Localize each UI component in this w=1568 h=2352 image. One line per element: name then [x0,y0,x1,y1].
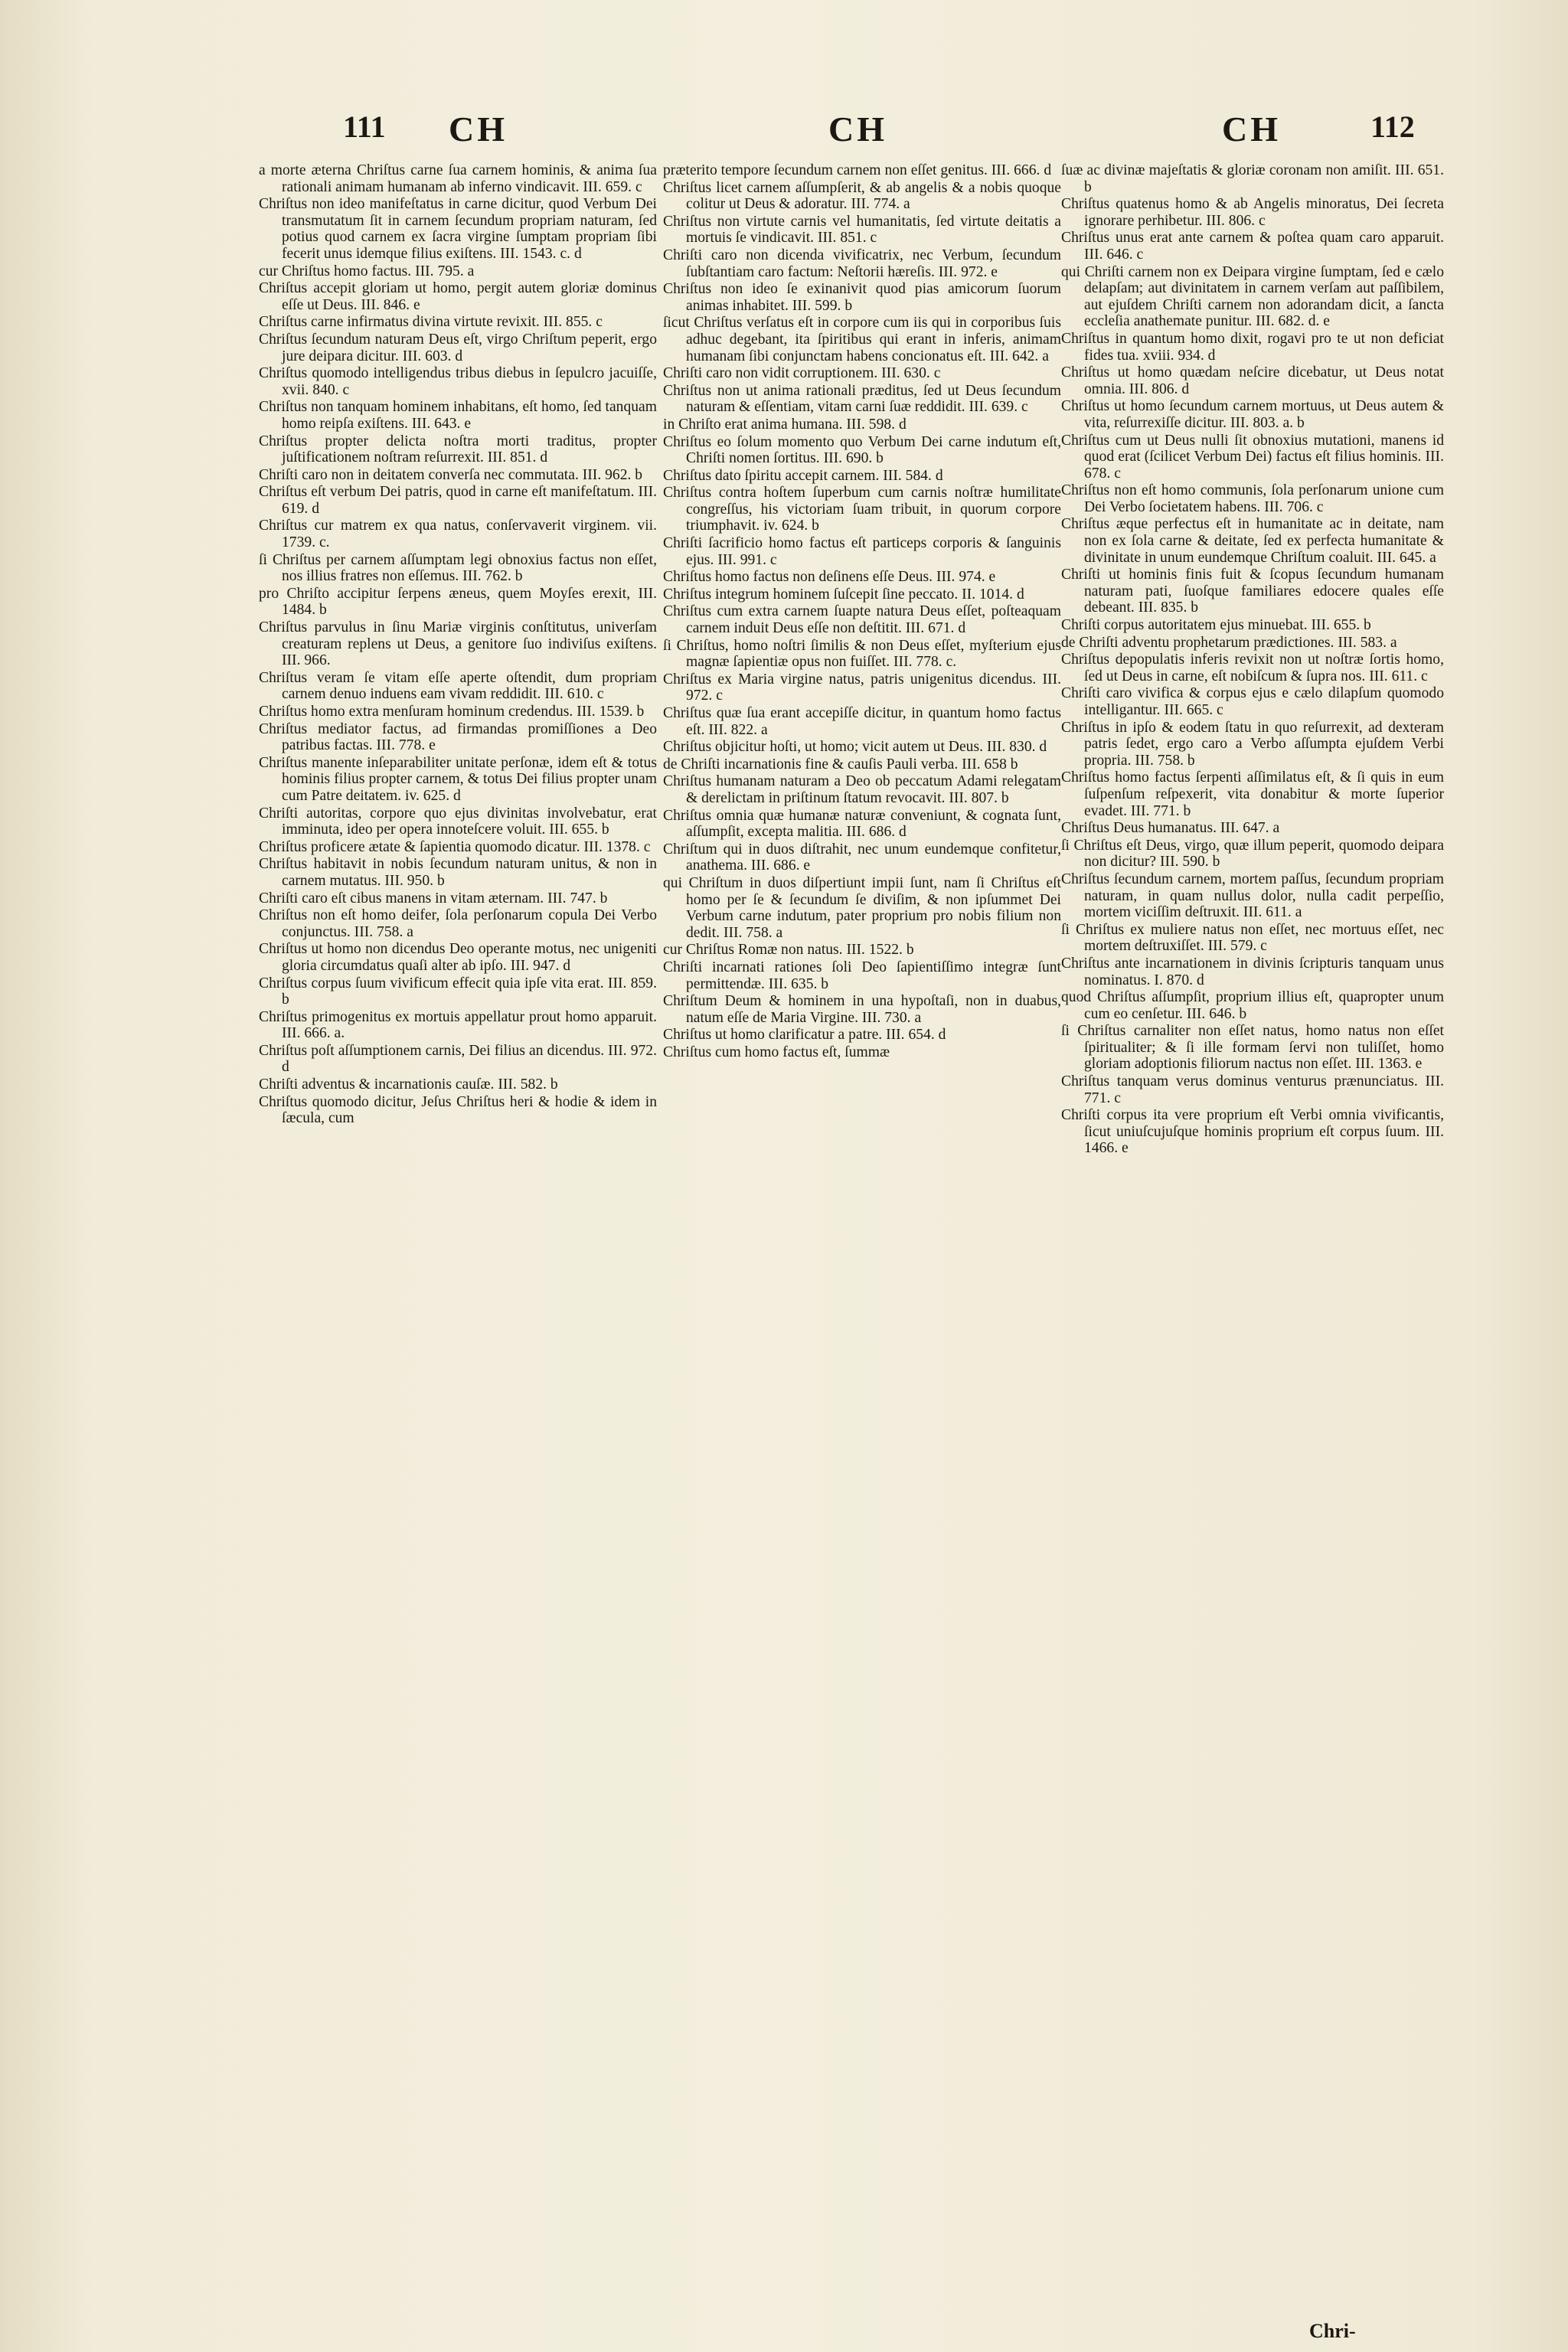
index-entry: Chriſtus licet carnem aſſumpſerit, & ab angelis & a nobis quoque colitur ut Deus & adoratur. III. 774. a [663,179,1061,213]
index-entry: Chriſtus non eſt homo deifer, ſola perſonarum copula Dei Verbo conjunctus. III. 758. a [259,907,657,940]
index-entry: ſi Chriſtus eſt Deus, virgo, quæ illum peperit, quomodo deipara non dicitur? III. 590. b [1061,837,1444,871]
index-entry: Chriſti incarnati rationes ſoli Deo ſapientiſſimo integræ ſunt permittendæ. III. 635. b [663,959,1061,992]
index-column-3 [1061,162,1444,1158]
index-entry: Chriſtus humanam naturam a Deo ob peccatum Adami relegatam & derelictam in priſtinum ſtatum revocavit. III. 807. b [663,773,1061,806]
index-entry: Chriſti adventus & incarnationis cauſæ. III. 582. b [259,1076,558,1093]
running-headword-left: CH [449,109,508,149]
index-entry: Chriſtus primogenitus ex mortuis appellatur prout homo apparuit. III. 666. a. [259,1008,657,1042]
index-entry: ſicut Chriſtus verſatus eſt in corpore cum iis qui in corporibus ſuis adhuc degebant, ita ſpiritibus qui erant in inferis, animam humanam ſibi conjunctam habens concionatus eſt. III. 642. a [663,315,1061,364]
index-entry: Chriſtus cum homo factus eſt, ſummæ [663,1044,890,1060]
index-entry: Chriſtus cur matrem ex qua natus, conſervaverit virginem. vii. 1739. c. [259,518,657,551]
index-entry: Chriſtus corpus ſuum vivificum effecit quia ipſe vita erat. III. 859. b [259,975,657,1008]
index-entry: Chriſtus tanquam verus dominus venturus prænunciatus. III. 771. c [1061,1073,1444,1106]
index-entry: ſuæ ac divinæ majeſtatis & gloriæ coronam non amiſit. III. 651. b [1061,162,1444,195]
index-entry: Chriſtus contra hoſtem ſuperbum cum carnis noſtræ humilitate congreſſus, his victoriam ſuam tribuit, in quorum corpore triumphavit. iv. 624. b [663,485,1061,534]
index-entry: Chriſti caro eſt cibus manens in vitam æternam. III. 747. b [259,890,608,906]
index-entry: Chriſtus depopulatis inferis revixit non ut noſtræ ſortis homo, ſed ut Deus in carne, eſt nobiſcum & ſupra nos. III. 611. c [1061,652,1444,684]
index-entry: Chriſtus propter delicta noſtra morti traditus, propter juſtificationem noſtram reſurrexit. III. 851. d [259,433,657,466]
index-entry: Chriſtus ex Maria virgine natus, patris unigenitus dicendus. III. 972. c [663,671,1061,704]
index-entry: Chriſti corpus autoritatem ejus minuebat. III. 655. b [1061,617,1371,634]
index-entry: Chriſti ſacrificio homo factus eſt particeps corporis & ſanguinis ejus. III. 991. c [663,535,1061,568]
index-entry: ſi Chriſtus carnaliter non eſſet natus, homo natus non eſſet ſpiritualiter; & ſi ille formam ſervi non tuliſſet, homo gloriam adoptionis filiorum nactus non eſſet. III. 1363. e [1061,1023,1444,1073]
index-entry: cur Chriſtus Romæ non natus. III. 1522. b [663,942,914,959]
index-entry: Chriſtus ſecundum naturam Deus eſt, virgo Chriſtum peperit, ergo jure deipara dicitur. III. 603. d [259,331,657,364]
running-header [0,109,1568,155]
index-entry: Chriſtus homo extra menſuram hominum credendus. III. 1539. b [259,704,645,720]
index-entry: Chriſtus in ipſo & eodem ſtatu in quo reſurrexit, ad dexteram patris ſedet, ergo caro a Verbo aſſumpta ejuſdem Verbi propria. III. 758. b [1061,719,1444,769]
index-entry: Chriſtus accepit gloriam ut homo, pergit autem gloriæ dominus eſſe ut Deus. III. 846. e [259,280,657,313]
index-entry: Chriſtus integrum hominem ſuſcepit ſine peccato. II. 1014. d [663,586,1024,603]
index-entry: Chriſtus cum ut Deus nulli ſit obnoxius mutationi, manens id quod erat (ſcilicet Verbum Dei) factus eſt filius hominis. III. 678. c [1061,432,1444,482]
index-entry: Chriſtus eſt verbum Dei patris, quod in carne eſt manifeſtatum. III. 619. d [259,484,657,517]
index-entry: ſi Chriſtus ex muliere natus non eſſet, nec mortuus eſſet, nec mortem deſtruxiſſet. III. 579. c [1061,921,1444,955]
index-entry: Chriſtus non ideo manifeſtatus in carne dicitur, quod Verbum Dei transmutatum ſit in carnem ſecundum propriam naturam, ſed potius quod carnem ex ſacra virgine ſumptam propriam ſibi fecerit unus idemque filius exiſtens. III. 1543. c. d [259,196,657,262]
index-entry: de Chriſti incarnationis fine & cauſis Pauli verba. III. 658 b [663,756,1018,773]
index-entry: in Chriſto erat anima humana. III. 598. d [663,416,906,433]
index-entry: de Chriſti adventu prophetarum prædictiones. III. 583. a [1061,634,1397,651]
index-entry: Chriſtum Deum & hominem in una hypoſtaſi, non in duabus, natum eſſe de Maria Virgine. III. 730. a [663,993,1061,1026]
index-entry: Chriſtus poſt aſſumptionem carnis, Dei filius an dicendus. III. 972. d [259,1042,657,1076]
index-entry: Chriſti caro non dicenda vivificatrix, nec Verbum, ſecundum ſubſtantiam caro factum: Neſtorii hæreſis. III. 972. e [663,247,1061,280]
index-entry: Chriſtus quæ ſua erant accepiſſe dicitur, in quantum homo factus eſt. III. 822. a [663,705,1061,738]
index-entry: Chriſtus non eſt homo communis, ſola perſonarum unione cum Dei Verbo ſocietatem habens. III. 706. c [1061,482,1444,515]
running-headword-right: CH [1222,109,1281,149]
index-entry: Chriſti ut hominis finis fuit & ſcopus ſecundum humanam naturam pati, ſuoſque familiares edocere quales eſſe debeant. III. 835. b [1061,567,1444,616]
index-entry: Chriſti caro non vidit corruptionem. III. 630. c [663,365,941,382]
index-entry: Chriſtus non virtute carnis vel humanitatis, ſed virtute deitatis a mortuis ſe vindicavit. III. 851. c [663,213,1061,247]
index-entry: Chriſtus ut homo clarificatur a patre. III. 654. d [663,1027,946,1044]
index-entry: Chriſtus quomodo dicitur, Jeſus Chriſtus heri & hodie & idem in ſæcula, cum [259,1093,657,1127]
index-entry: Chriſtus in quantum homo dixit, rogavi pro te ut non deficiat fides tua. xviii. 934. d [1061,330,1444,364]
index-entry: Chriſtus ante incarnationem in divinis ſcripturis tanquam unus nominatus. I. 870. d [1061,955,1444,988]
index-entry: Chriſtus ut homo non dicendus Deo operante motus, nec unigeniti gloria circumdatus quaſi alter ab ipſo. III. 947. d [259,941,657,974]
index-entry: Chriſtus dato ſpiritu accepit carnem. III. 584. d [663,467,943,484]
index-entry: Chriſti caro vivifica & corpus ejus e cælo dilapſum quomodo intelligantur. III. 665. c [1061,685,1444,718]
index-entry: qui Chriſti carnem non ex Deipara virgine ſumptam, ſed e cælo delapſam; aut divinitatem in carnem verſam aut paſſibilem, aut ejuſdem Chriſti carnem non adorandam dicit, a ſancta eccleſia anathemate punitur. III. 682. d. e [1061,263,1444,330]
index-entry: ſi Chriſtus, homo noſtri ſimilis & non Deus eſſet, myſterium ejus magnæ ſapientiæ opus non fuiſſet. III. 778. c. [663,637,1061,671]
index-entry: Chriſtus quomodo intelligendus tribus diebus in ſepulcro jacuiſſe, xvii. 840. c [259,365,657,398]
index-column-1 [259,162,657,1128]
index-entry: Chriſtus veram ſe vitam eſſe aperte oſtendit, dum propriam carnem denuo induens eam vivam reddidit. III. 610. c [259,669,657,703]
index-entry: quod Chriſtus aſſumpſit, proprium illius eſt, quapropter unum cum eo cenſetur. III. 646. b [1061,989,1444,1022]
index-entry: Chriſtus non ut anima rationali præditus, ſed ut Deus ſecundum naturam & eſſentiam, vitam carni ſuæ reddidit. III. 639. c [663,382,1061,416]
index-column-2 [663,162,1061,1061]
index-entry: Chriſtus manente inſeparabiliter unitate perſonæ, idem eſt & totus hominis filius propter carnem, & totus Dei filius propter unam cum Patre deitatem. iv. 625. d [259,754,657,804]
index-entry: Chriſtus æque perfectus eſt in humanitate ac in deitate, nam non ex ſola carne & deitate, ſed ex perfecta humanitate & divinitate in unum eundemque Chriſtum coaluit. III. 645. a [1061,516,1444,566]
index-entry: Chriſtus mediator factus, ad firmandas promiſſiones a Deo patribus factas. III. 778. e [259,720,657,754]
index-entry: Chriſtum qui in duos diſtrahit, nec unum eundemque confitetur, anathema. III. 686. e [663,841,1061,874]
index-entry: Chriſtus objicitur hoſti, ut homo; vicit autem ut Deus. III. 830. d [663,739,1047,756]
page-number-left: 111 [343,109,386,144]
index-entry: Chriſtus non tanquam hominem inhabitans, eſt homo, ſed tanquam homo reipſa exiſtens. III. 643. e [259,399,657,432]
index-entry: Chriſtus omnia quæ humanæ naturæ conveniunt, & cognata ſunt, aſſumpſit, excepta malitia. III. 686. d [663,807,1061,841]
index-entry: Chriſtus unus erat ante carnem & poſtea quam caro apparuit. III. 646. c [1061,230,1444,263]
index-entry: Chriſtus eo ſolum momento quo Verbum Dei carne indutum eſt, Chriſti nomen ſortitus. III. 690. b [663,433,1061,467]
index-entry: Chriſtus ut homo ſecundum carnem mortuus, ut Deus autem & vita, reſurrexiſſe dicitur. III. 803. a. b [1061,398,1444,431]
catchword: Chri- [1309,2320,1356,2342]
index-entry: præterito tempore ſecundum carnem non eſſet genitus. III. 666. d [663,162,1052,178]
running-headword-middle: CH [828,109,887,149]
page-number-right: 112 [1370,109,1415,144]
index-entry: Chriſtus ut homo quædam neſcire dicebatur, ut Deus notat omnia. III. 806. d [1061,364,1444,397]
index-entry: cur Chriſtus homo factus. III. 795. a [259,263,475,279]
index-entry: Chriſtus parvulus in ſinu Mariæ virginis conſtitutus, univerſam creaturam replens ut Deus, a genitore ſuo indiviſus exiſtens. III. 966. [259,619,657,669]
index-entry: Chriſti corpus ita vere proprium eſt Verbi omnia vivificantis, ſicut uniuſcujuſque hominis proprium eſt corpus ſuum. III. 1466. e [1061,1107,1444,1157]
index-entry: Chriſtus carne infirmatus divina virtute revixit. III. 855. c [259,314,603,331]
index-entry: qui Chriſtum in duos diſpertiunt impii ſunt, nam ſi Chriſtus eſt homo per ſe & ſecundum ſe diviſim, & non ipſummet Dei Verbum carne indutum, pater proprium pro nobis filium non dedit. III. 758. a [663,874,1061,941]
index-entry: Chriſti autoritas, corpore quo ejus divinitas involvebatur, erat imminuta, ideo per opera innoteſcere voluit. III. 655. b [259,805,657,838]
index-entry: ſi Chriſtus per carnem aſſumptam legi obnoxius factus non eſſet, nos illius fratres non eſſemus. III. 762. b [259,551,657,585]
index-entry: Chriſtus proficere ætate & ſapientia quomodo dicatur. III. 1378. c [259,838,651,855]
index-entry: Chriſtus cum extra carnem ſuapte natura Deus eſſet, poſteaquam carnem induit Deus eſſe non deſtitit. III. 671. d [663,603,1061,637]
index-entry: a morte æterna Chriſtus carne ſua carnem hominis, & anima ſua rationali animam humanam ab inferno vindicavit. III. 659. c [259,162,657,195]
index-entry: Chriſtus non ideo ſe exinanivit quod pias amicorum ſuorum animas inhabitet. III. 599. b [663,281,1061,314]
index-entry: Chriſtus quatenus homo & ab Angelis minoratus, Dei ſecreta ignorare perhibetur. III. 806. c [1061,196,1444,229]
index-entry: Chriſtus Deus humanatus. III. 647. a [1061,820,1280,837]
index-entry: Chriſtus homo factus ſerpenti aſſimilatus eſt, & ſi quis in eum ſuſpenſum reſpexerit, vita donabitur & morte ſuperior evadet. III. 771. b [1061,769,1444,819]
index-entry: pro Chriſto accipitur ſerpens æneus, quem Moyſes erexit, III. 1484. b [259,585,657,619]
index-entry: Chriſtus habitavit in nobis ſecundum naturam unitus, & non in carnem mutatus. III. 950. b [259,856,657,889]
index-entry: Chriſtus homo factus non deſinens eſſe Deus. III. 974. e [663,569,996,586]
index-entry: Chriſti caro non in deitatem converſa nec commutata. III. 962. b [259,466,643,483]
index-entry: Chriſtus ſecundum carnem, mortem paſſus, ſecundum propriam naturam, in quam nullus dolor, nulla cadit perpeſſio, mortem viciſſim deſtruxit. III. 611. a [1061,871,1444,921]
